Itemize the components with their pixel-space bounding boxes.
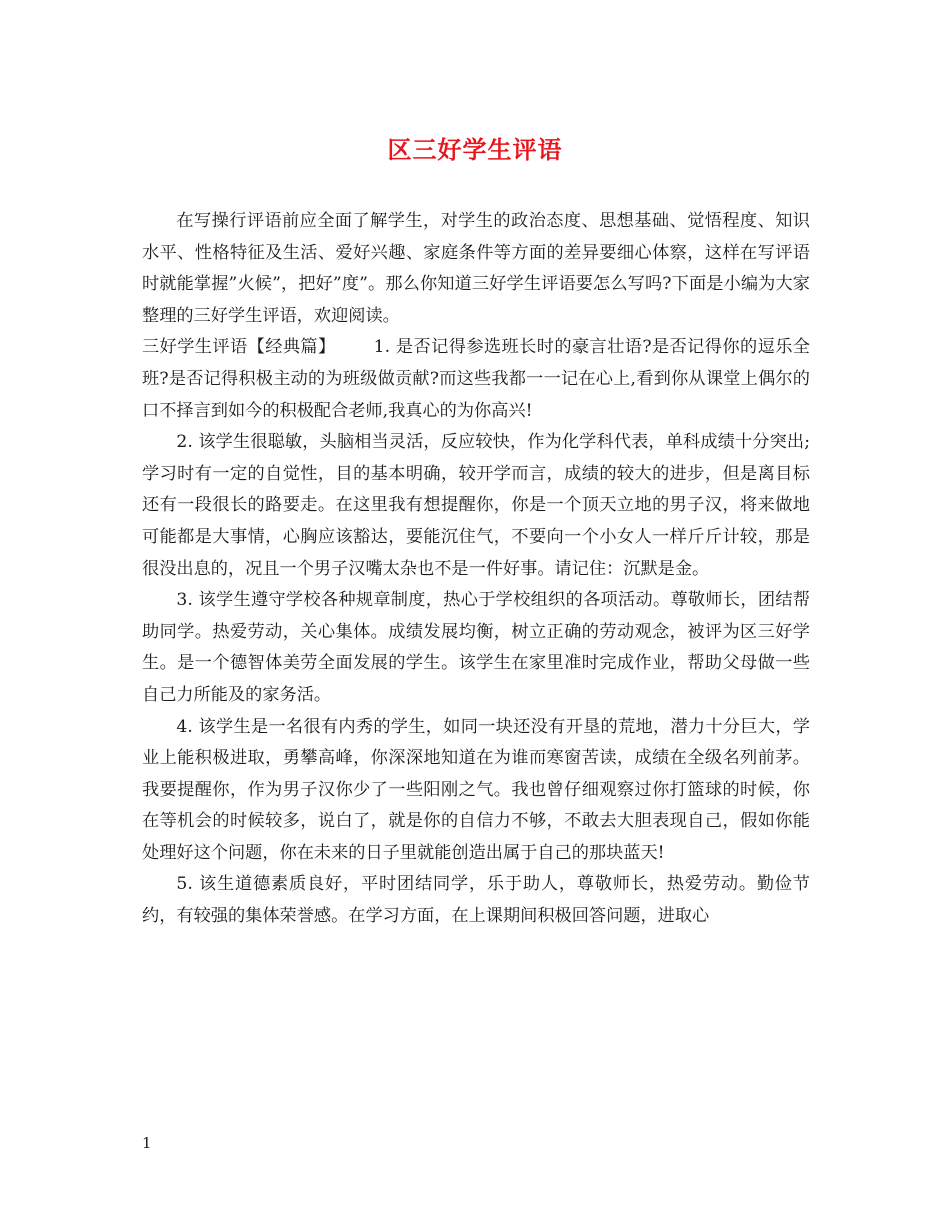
list-item-5: 5. 该生道德素质良好，平时团结同学，乐于助人，尊敬师长，热爱劳动。勤俭节约，有较强的集体荣誉感。在学习方面，在上课期间积极回答问题，进取心	[142, 874, 810, 927]
section-first-paragraph	[142, 332, 810, 427]
list-item-2: 2. 该学生很聪敏，头脑相当灵活，反应较快，作为化学科代表，单科成绩十分突出;学习时有一定的自觉性，目的基本明确，较开学而言，成绩的较大的进步，但是离目标还有一段很长的路要走。在这里我有想提醒你，你是一个顶天立地的男子汉，将来做地可能都是大事情，心胸应该豁达，要能沉住气，不要向一个小女人一样斤斤计较，那是很没出息的，况且一个男子汉嘴太杂也不是一件好事。请记住：沉默是金。	[142, 432, 810, 579]
list-item-1: 1. 是否记得参选班长时的豪言壮语?是否记得你的逗乐全班?是否记得积极主动的为班级做贡献?而这些我都一一记在心上,看到你从课堂上偶尔的口不择言到如今的积极配合老师,我真心的为你高兴!	[142, 337, 810, 421]
list-item-4: 4. 该学生是一名很有内秀的学生，如同一块还没有开垦的荒地，潜力十分巨大，学业上能积极进取，勇攀高峰，你深深地知道在为谁而寒窗苦读，成绩在全级名列前茅。我要提醒你，作为男子汉你少了一些阳刚之气。我也曾仔细观察过你打篮球的时候，你在等机会的时候较多，说白了，就是你的自信力不够，不敢去大胆表现自己，假如你能处理好这个问题，你在未来的日子里就能创造出属于自己的那块蓝天!	[142, 716, 810, 863]
document-title: 区三好学生评语	[387, 135, 563, 164]
document-body	[142, 206, 810, 933]
intro-paragraph: 在写操行评语前应全面了解学生，对学生的政治态度、思想基础、觉悟程度、知识水平、性格特征及生活、爱好兴趣、家庭条件等方面的差异要细心体察，这样在写评语时就能掌握”火候”，把好”度”。那么你知道三好学生评语要怎么写吗?下面是小编为大家整理的三好学生评语，欢迎阅读。	[142, 211, 810, 326]
section-heading: 三好学生评语【经典篇】	[142, 337, 336, 358]
list-item-3: 3. 该学生遵守学校各种规章制度，热心于学校组织的各项活动。尊敬师长，团结帮助同学。热爱劳动，关心集体。成绩发展均衡，树立正确的劳动观念，被评为区三好学生。是一个德智体美劳全面发展的学生。该学生在家里准时完成作业，帮助父母做一些自己力所能及的家务活。	[142, 590, 810, 705]
page-number: 1	[142, 1134, 152, 1152]
